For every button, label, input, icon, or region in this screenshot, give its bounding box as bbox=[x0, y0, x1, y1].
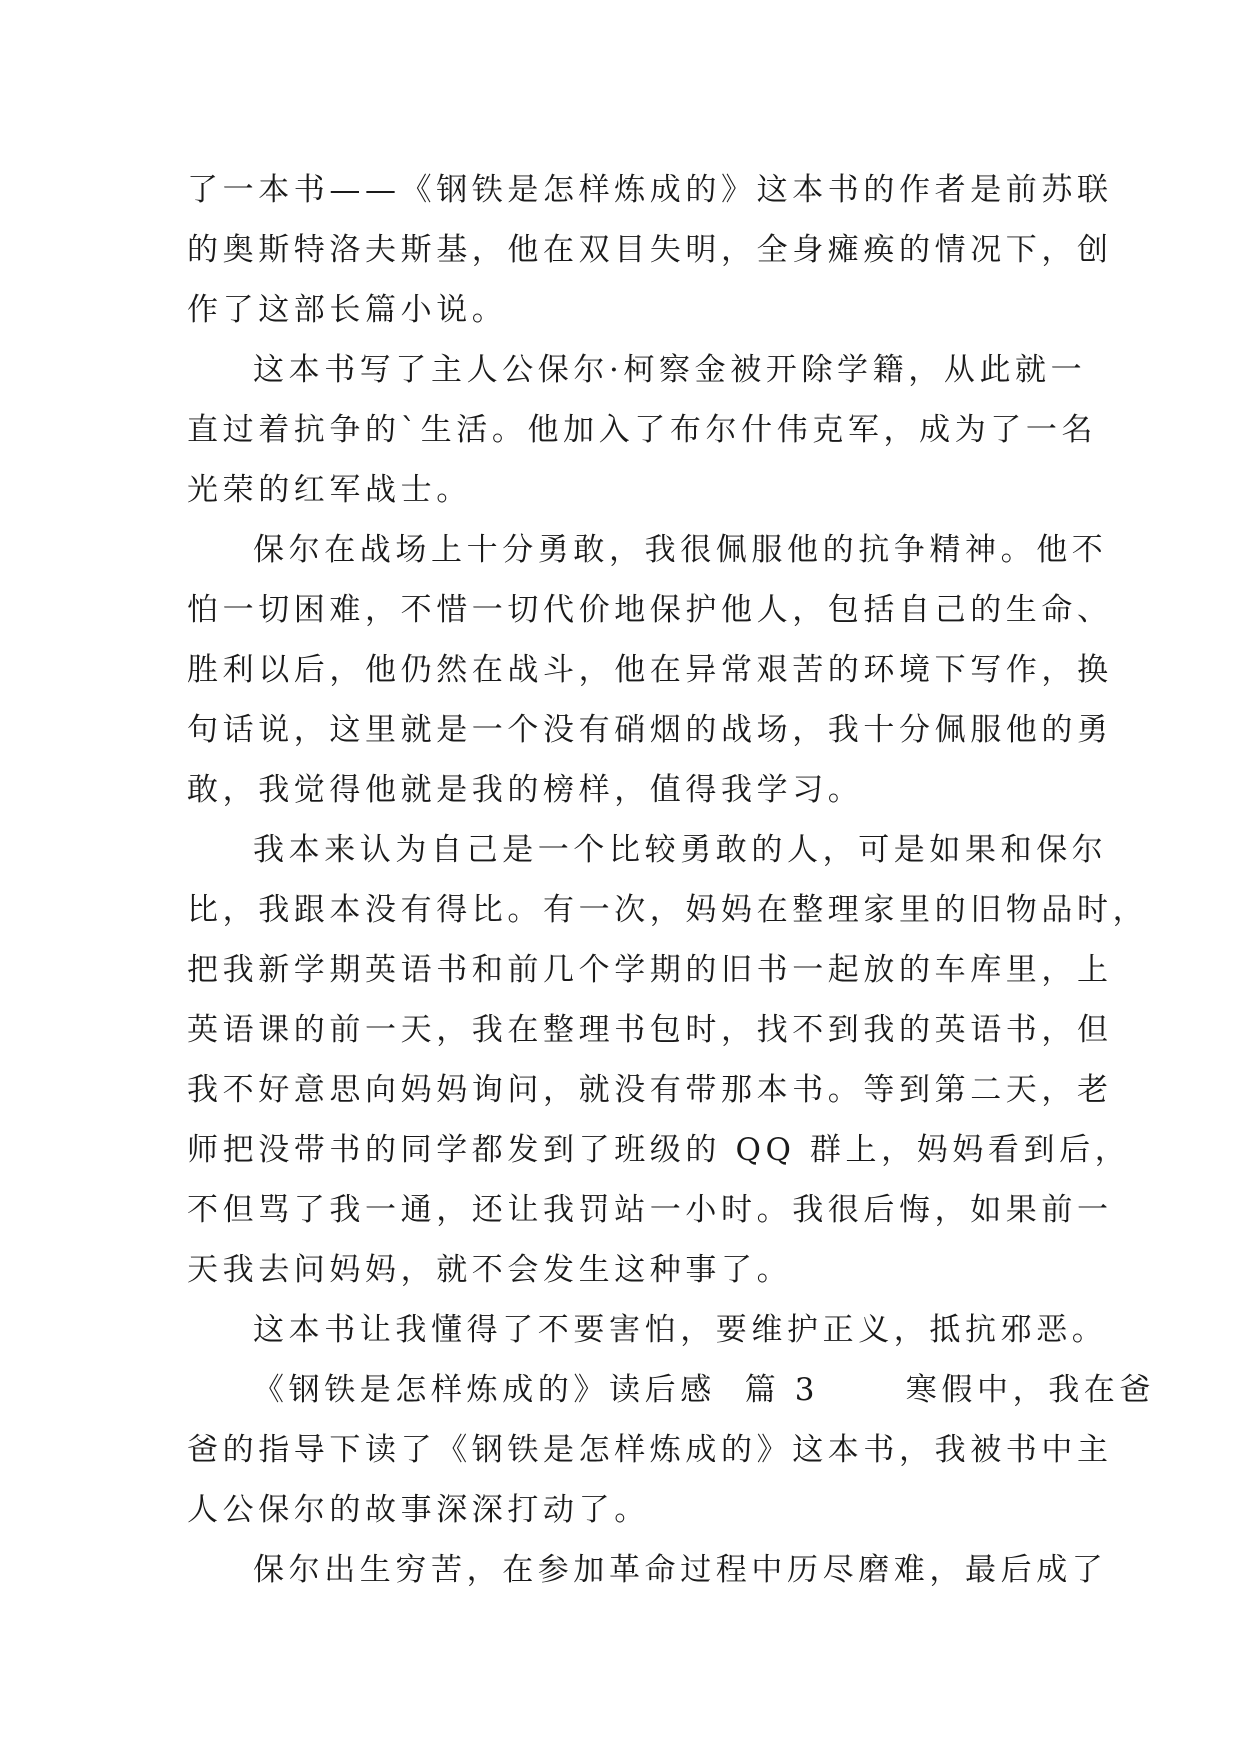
paragraph-first-line: 这本书写了主人公保尔·柯察金被开除学籍，从此就一 bbox=[253, 352, 1087, 388]
text-line: 作了这部长篇小说。 bbox=[187, 292, 508, 328]
text-line: 直过着抗争的`生活。他加入了布尔什伟克军，成为了一名 bbox=[187, 412, 1098, 448]
text-line: 把我新学期英语书和前几个学期的旧书一起放的车库里，上 bbox=[187, 952, 1113, 988]
text-line: 敢，我觉得他就是我的榜样，值得我学习。 bbox=[187, 772, 864, 808]
text-line: 我不好意思向妈妈询问，就没有带那本书。等到第二天，老 bbox=[187, 1072, 1113, 1108]
text-line: 怕一切困难，不惜一切代价地保护他人，包括自己的生命、 bbox=[187, 592, 1113, 628]
text-line: 的奥斯特洛夫斯基，他在双目失明，全身瘫痪的情况下，创 bbox=[187, 232, 1113, 268]
text-line: 爸的指导下读了《钢铁是怎样炼成的》这本书，我被书中主 bbox=[187, 1432, 1113, 1468]
paragraph-first-line: 这本书让我懂得了不要害怕，要维护正义，抵抗邪恶。 bbox=[253, 1312, 1108, 1348]
text-line: 句话说，这里就是一个没有硝烟的战场，我十分佩服他的勇 bbox=[187, 712, 1113, 748]
text-line: 人公保尔的故事深深打动了。 bbox=[187, 1492, 650, 1528]
text-line: 不但骂了我一通，还让我罚站一小时。我很后悔，如果前一 bbox=[187, 1192, 1113, 1228]
paragraph-first-line: 保尔在战场上十分勇敢，我很佩服他的抗争精神。他不 bbox=[253, 532, 1108, 568]
paragraph-first-line: 我本来认为自己是一个比较勇敢的人，可是如果和保尔 bbox=[253, 832, 1108, 868]
text-line: 比，我跟本没有得比。有一次，妈妈在整理家里的旧物品时， bbox=[187, 892, 1149, 928]
section-heading-line: 《钢铁是怎样炼成的》读后感 篇 3 寒假中，我在爸 bbox=[253, 1372, 1156, 1408]
document-body bbox=[187, 160, 1156, 1600]
text-line: 天我去问妈妈，就不会发生这种事了。 bbox=[187, 1252, 793, 1288]
text-line: 光荣的红军战士。 bbox=[187, 472, 472, 508]
text-line: 了一本书——《钢铁是怎样炼成的》这本书的作者是前苏联 bbox=[187, 172, 1113, 208]
text-line: 英语课的前一天，我在整理书包时，找不到我的英语书，但 bbox=[187, 1012, 1113, 1048]
text-line: 胜利以后，他仍然在战斗，他在异常艰苦的环境下写作，换 bbox=[187, 652, 1113, 688]
text-line: 师把没带书的同学都发到了班级的 QQ 群上，妈妈看到后， bbox=[187, 1132, 1131, 1168]
paragraph-first-line: 保尔出生穷苦，在参加革命过程中历尽磨难，最后成了 bbox=[253, 1552, 1108, 1588]
